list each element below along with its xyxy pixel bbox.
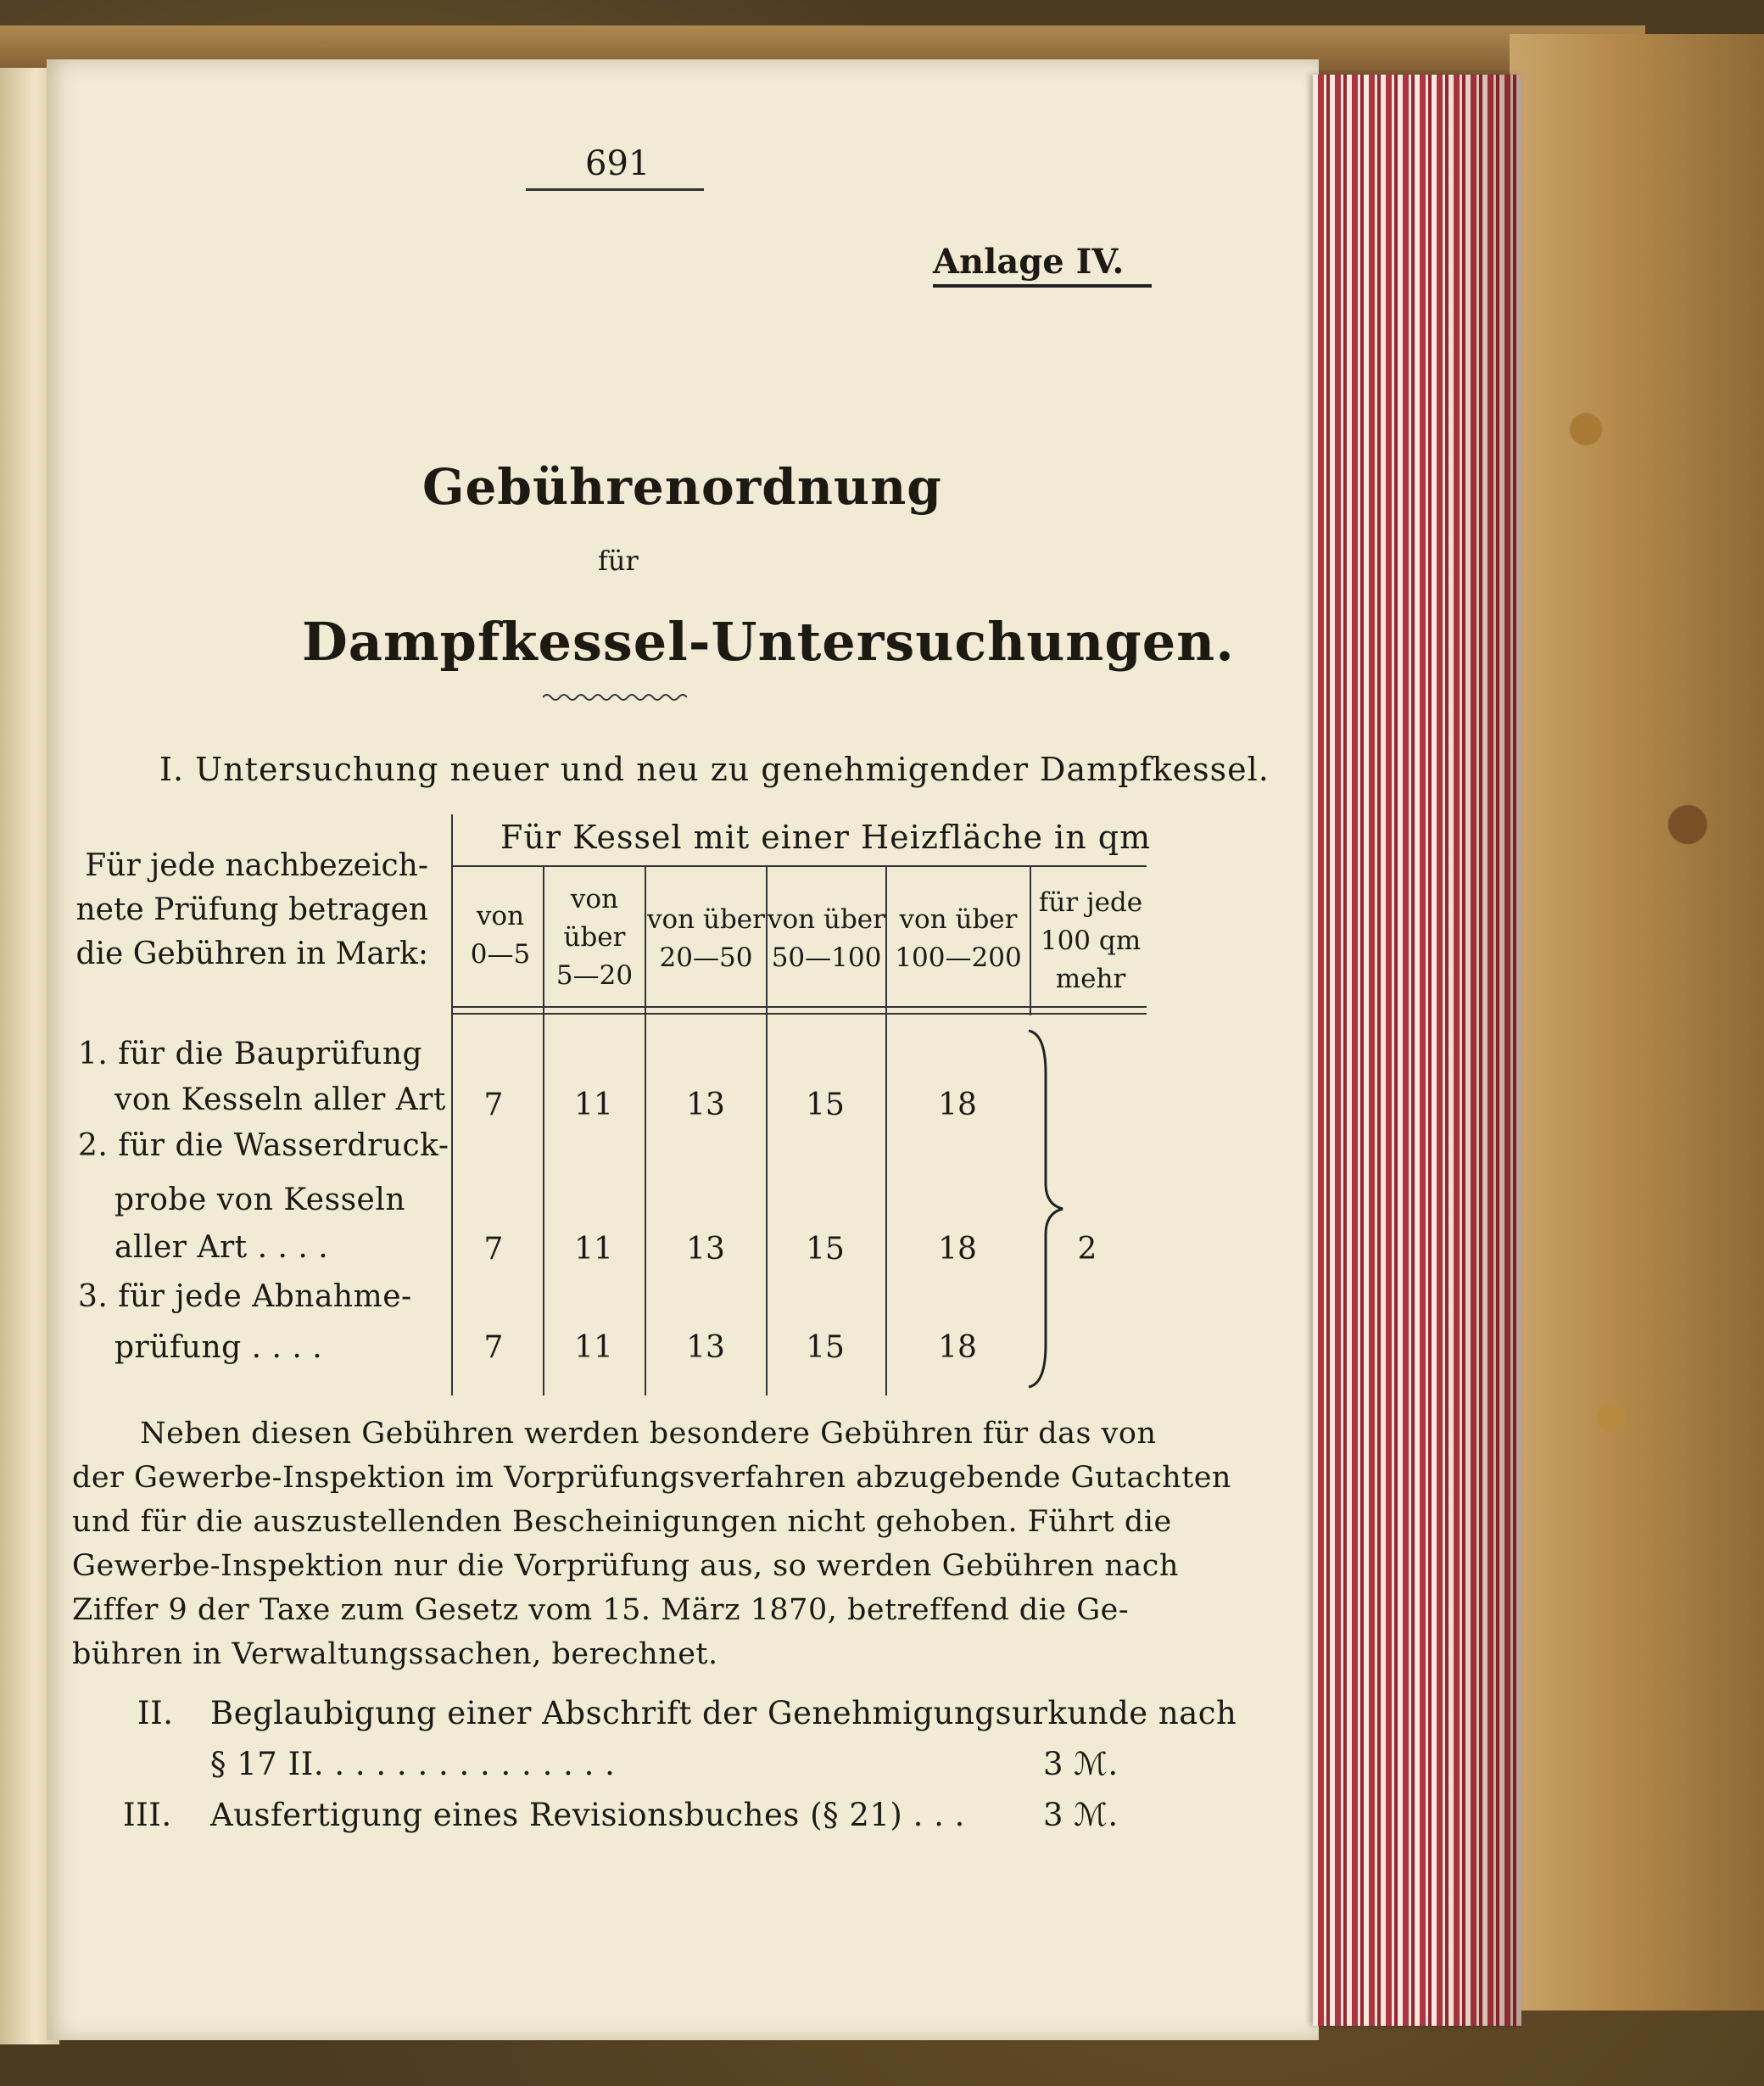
column-header: von über 5—20 [555, 884, 634, 991]
paragraph-line: der Gewerbe-Inspektion im Vorprüfungsverfahren abzugebende Gutachten [72, 1461, 1231, 1495]
table-cell: 15 [806, 1232, 845, 1267]
ornament-wave [543, 691, 687, 703]
table-row-label: 1. für die Bauprüfung [78, 1037, 423, 1071]
table-divider [451, 1013, 1147, 1015]
table-left-header-line: die Gebühren in Mark: [75, 937, 428, 971]
table-cell: 7 [483, 1330, 504, 1365]
table-cell: 13 [686, 1330, 725, 1365]
table-left-header-line: nete Prüfung betragen [75, 892, 428, 927]
table-cell: 15 [806, 1330, 845, 1365]
table-row-label: aller Art . . . . [114, 1230, 329, 1265]
table-cell: 7 [483, 1088, 504, 1122]
table-cell: 15 [806, 1088, 845, 1122]
table-row-label: von Kesseln aller Art [114, 1082, 446, 1117]
page-subtitle: Dampfkessel-Untersuchungen. [302, 611, 1235, 673]
section-heading-1: I. Untersuchung neuer und neu zu genehmigender Dampfkessel. [159, 751, 1270, 788]
table-cell: 11 [574, 1232, 613, 1267]
curly-brace-icon [1022, 1022, 1073, 1395]
column-header: für jede 100 qm mehr [1038, 887, 1143, 994]
paragraph-line: bühren in Verwaltungssachen, berechnet. [72, 1637, 718, 1671]
table-divider [451, 814, 453, 1395]
table-row-label: probe von Kesseln [114, 1183, 406, 1217]
table-cell: 13 [686, 1088, 725, 1122]
appendix-label: Anlage IV. [933, 242, 1125, 282]
section-text: Ausfertigung eines Revisionsbuches (§ 21) . . . [210, 1797, 965, 1833]
column-header: von über 50—100 [768, 904, 885, 973]
table-row-label: 2. für die Wasserdruck- [78, 1128, 449, 1163]
brace-value: 2 [1077, 1232, 1097, 1267]
paragraph-line: Gewerbe-Inspektion nur die Vorprüfung aus, so werden Gebühren nach [72, 1549, 1179, 1583]
table-cell: 18 [938, 1088, 977, 1122]
appendix-rule [933, 284, 1152, 288]
page-edges-shadow [1442, 75, 1521, 2026]
table-row-label: prüfung . . . . [114, 1330, 323, 1365]
page-number: 691 [585, 144, 650, 183]
table-divider [451, 1006, 1147, 1008]
section-amount: 3 ℳ. [1043, 1797, 1119, 1833]
page-number-rule [526, 188, 704, 191]
paragraph-line: und für die auszustellenden Bescheinigungen nicht gehoben. Führt die [72, 1505, 1172, 1539]
table-divider [451, 865, 1147, 867]
table-cell: 18 [938, 1232, 977, 1267]
column-header: von 0—5 [470, 901, 531, 970]
table-row-label: 3. für jede Abnahme- [78, 1279, 412, 1314]
table-cell: 18 [938, 1330, 977, 1365]
section-text: § 17 II. . . . . . . . . . . . . . . [210, 1746, 616, 1782]
table-cell: 7 [483, 1232, 504, 1267]
paragraph-line: Neben diesen Gebühren werden besondere Gebühren für das von [140, 1417, 1157, 1451]
table-left-header-line: Für jede nachbezeich- [85, 848, 428, 883]
table-cell: 13 [686, 1232, 725, 1267]
section-text: Beglaubigung einer Abschrift der Genehmigungsurkunde nach [210, 1695, 1237, 1731]
page-title: Gebührenordnung [422, 458, 942, 516]
table-cell: 11 [574, 1088, 613, 1122]
section-number: III. [123, 1797, 172, 1833]
paragraph-line: Ziffer 9 der Taxe zum Gesetz vom 15. März 1870, betreffend die Ge- [72, 1593, 1130, 1627]
marbled-cover-edge [1510, 34, 1764, 2011]
column-header: von über 20—50 [647, 904, 765, 973]
section-amount: 3 ℳ. [1043, 1746, 1119, 1782]
title-connector: für [598, 545, 639, 577]
column-header: von über 100—200 [895, 904, 1022, 973]
table-group-header: Für Kessel mit einer Heizfläche in qm [500, 819, 1152, 856]
table-cell: 11 [574, 1330, 613, 1365]
section-number: II. [137, 1695, 174, 1731]
